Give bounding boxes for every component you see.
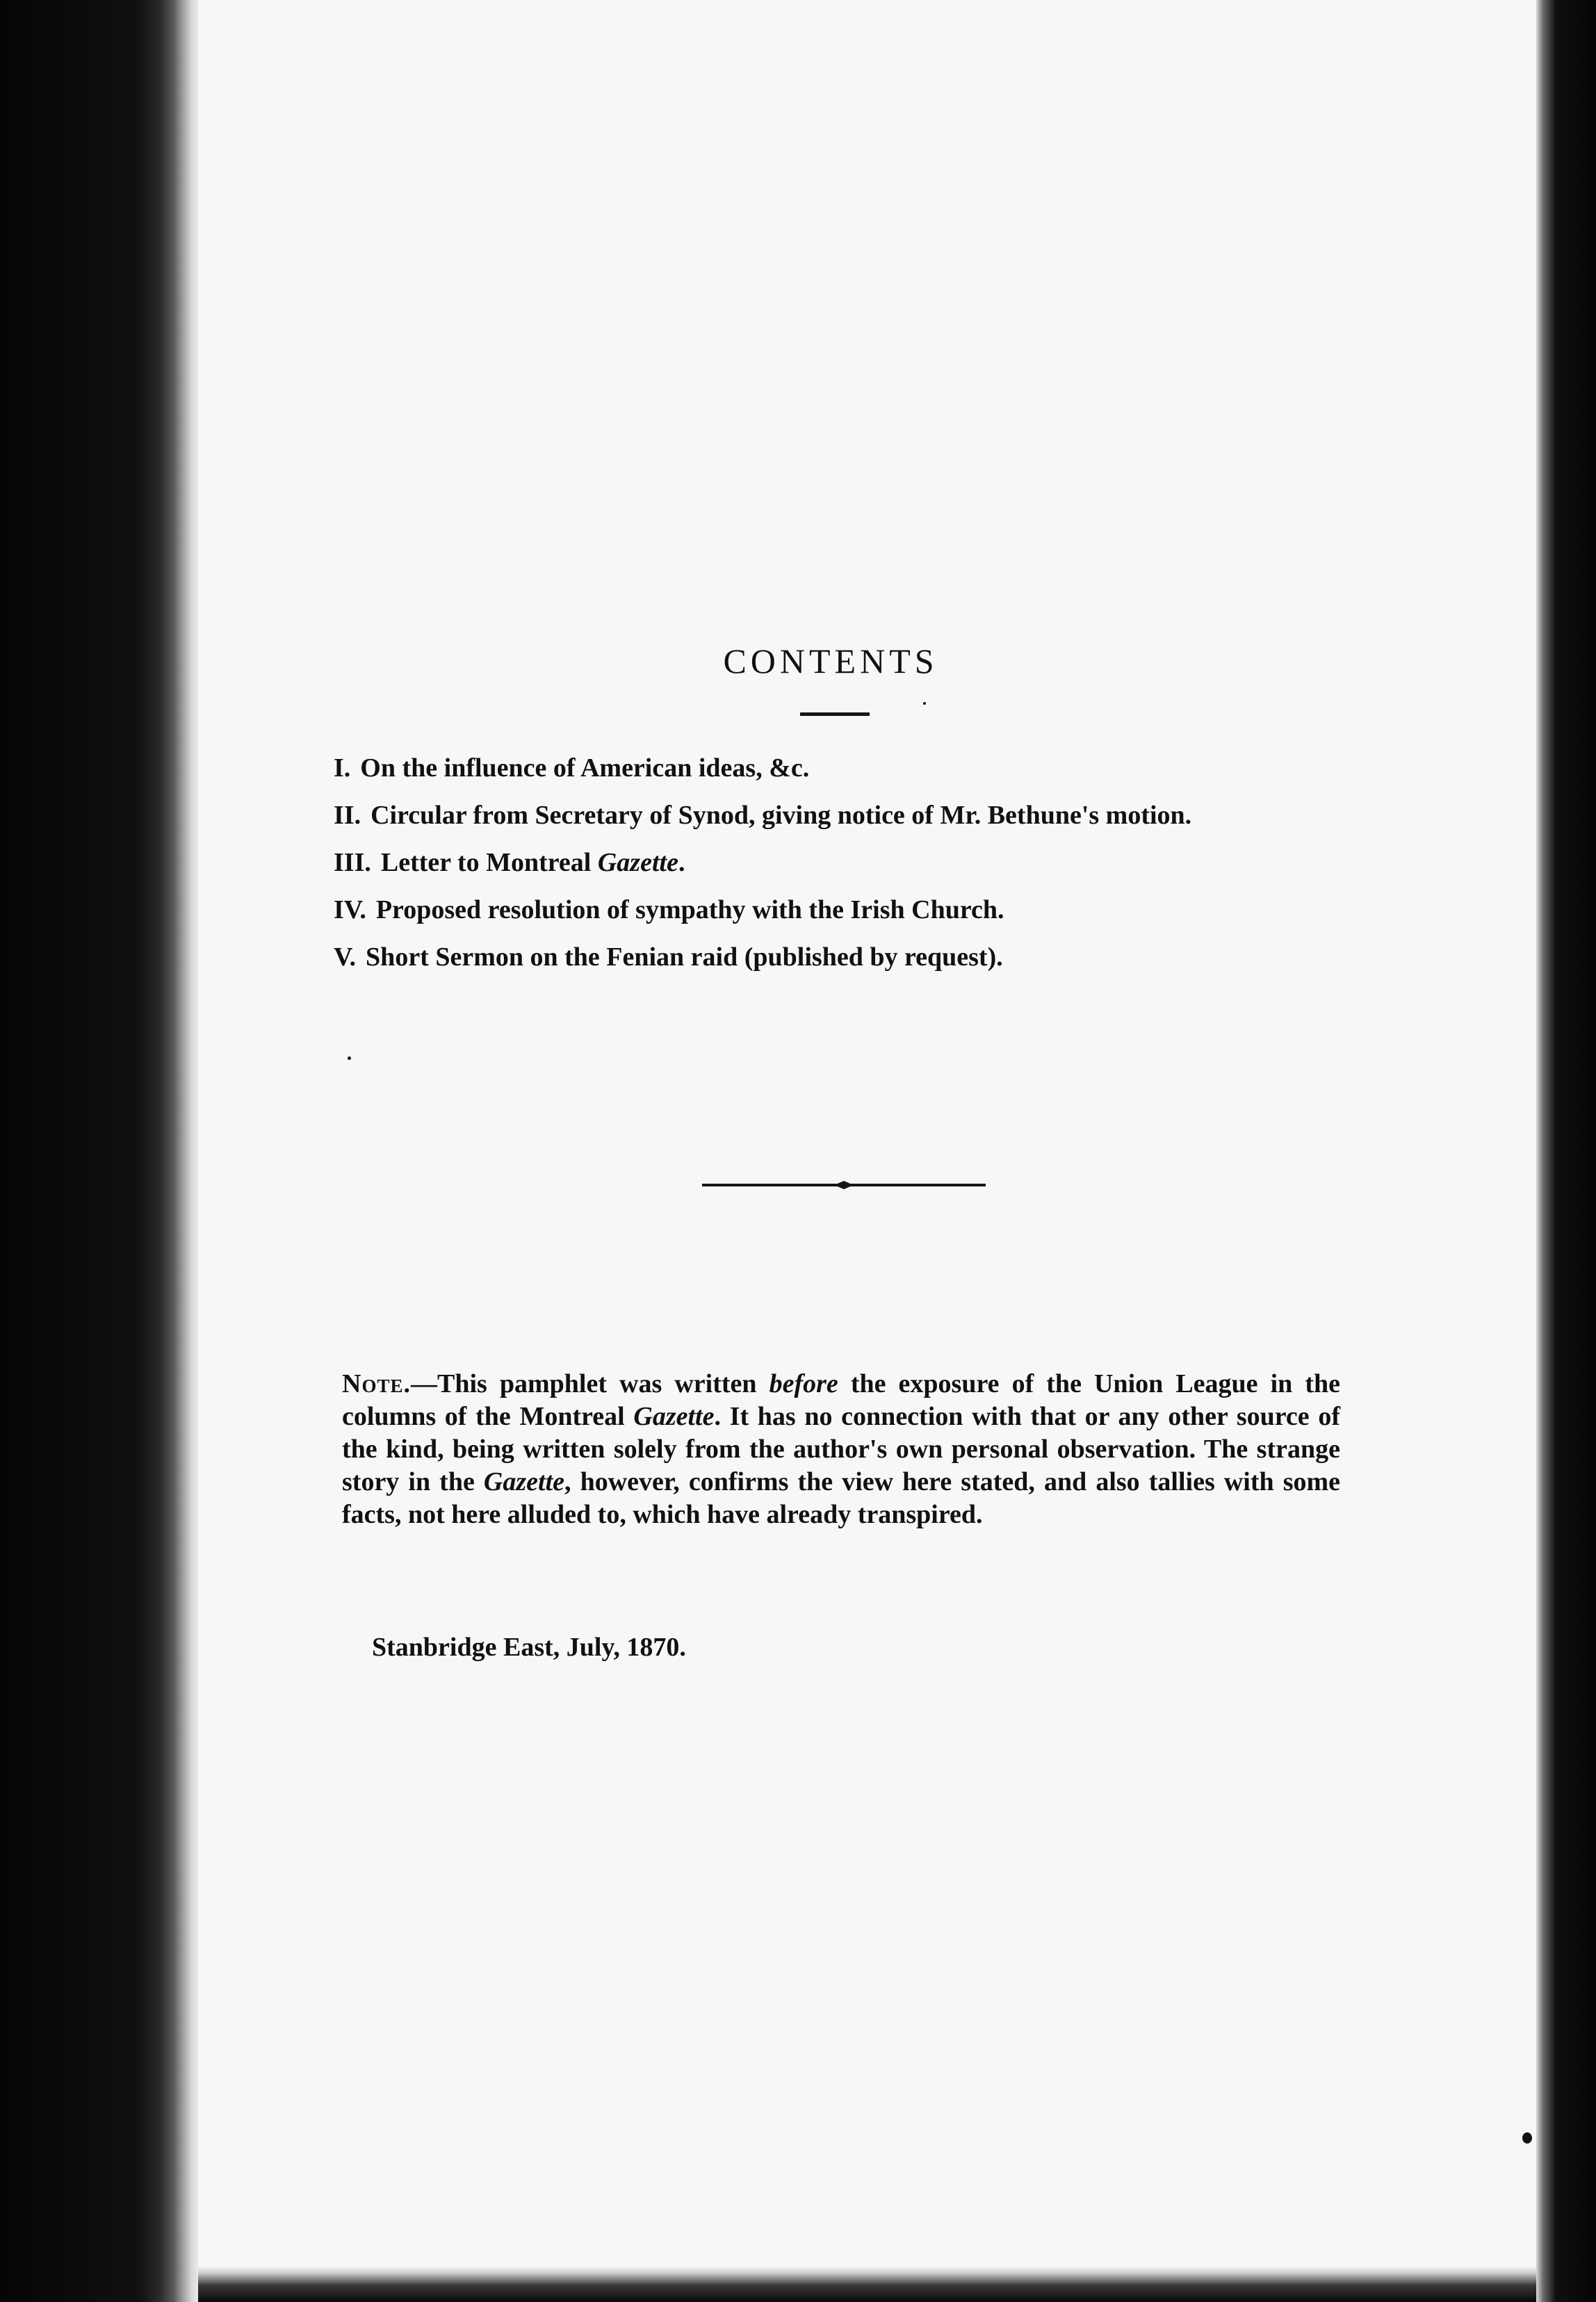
contents-item-numeral: III. bbox=[334, 848, 371, 877]
contents-item-numeral: IV. bbox=[334, 895, 366, 924]
note-text: , however, confirms the view here stated, and also tallies with some facts, not here alluded to, which have already transpired. bbox=[342, 1467, 1341, 1529]
contents-item-text: Letter to Montreal bbox=[380, 848, 598, 877]
note-italic: Gazette bbox=[633, 1402, 715, 1431]
contents-item-3 bbox=[334, 845, 1376, 880]
contents-item-1 bbox=[334, 751, 1376, 785]
contents-item-2 bbox=[334, 798, 1376, 833]
page-right-edge-shadow bbox=[1536, 0, 1596, 2302]
note-label: Note. bbox=[342, 1369, 411, 1398]
contents-item-text-end: . bbox=[678, 848, 685, 877]
scan-speck bbox=[1522, 2132, 1532, 2144]
ornamental-divider bbox=[702, 1175, 986, 1195]
contents-heading: CONTENTS bbox=[723, 642, 938, 680]
contents-item-numeral: V. bbox=[334, 942, 357, 972]
scan-speck bbox=[923, 702, 926, 705]
publication-note bbox=[342, 1368, 1340, 1531]
contents-item-text: On the influence of American ideas, &c. bbox=[360, 753, 810, 783]
contents-item-numeral: I. bbox=[334, 753, 351, 783]
contents-item-text: Circular from Secretary of Synod, giving notice of Mr. Bethune's motion. bbox=[370, 801, 1192, 830]
book-spine-shadow bbox=[0, 0, 202, 2302]
page-sheet bbox=[198, 0, 1536, 2302]
contents-item-4 bbox=[334, 892, 1376, 927]
contents-item-numeral: II. bbox=[334, 801, 361, 830]
contents-list bbox=[334, 751, 1376, 987]
place-date-signoff: Stanbridge East, July, 1870. bbox=[372, 1633, 686, 1662]
note-text: —This pamphlet was written bbox=[410, 1369, 770, 1398]
contents-item-text: Proposed resolution of sympathy with the Irish Church. bbox=[375, 895, 1004, 924]
note-italic: before bbox=[769, 1369, 838, 1398]
note-text: . It has no connection with that or any other source of the kind, being written solely from the author's own personal observation. The strange story in the bbox=[342, 1402, 1340, 1496]
note-text: the exposure of the Union League in the columns of the Montreal bbox=[342, 1369, 1340, 1431]
contents-item-5 bbox=[334, 940, 1376, 974]
heading-rule bbox=[800, 712, 870, 716]
contents-item-italic: Gazette bbox=[597, 848, 678, 877]
page-bottom-edge-shadow bbox=[198, 2266, 1536, 2302]
scan-speck bbox=[348, 1056, 351, 1060]
note-italic: Gazette bbox=[483, 1467, 564, 1496]
contents-item-text: Short Sermon on the Fenian raid (published by request). bbox=[366, 942, 1003, 972]
